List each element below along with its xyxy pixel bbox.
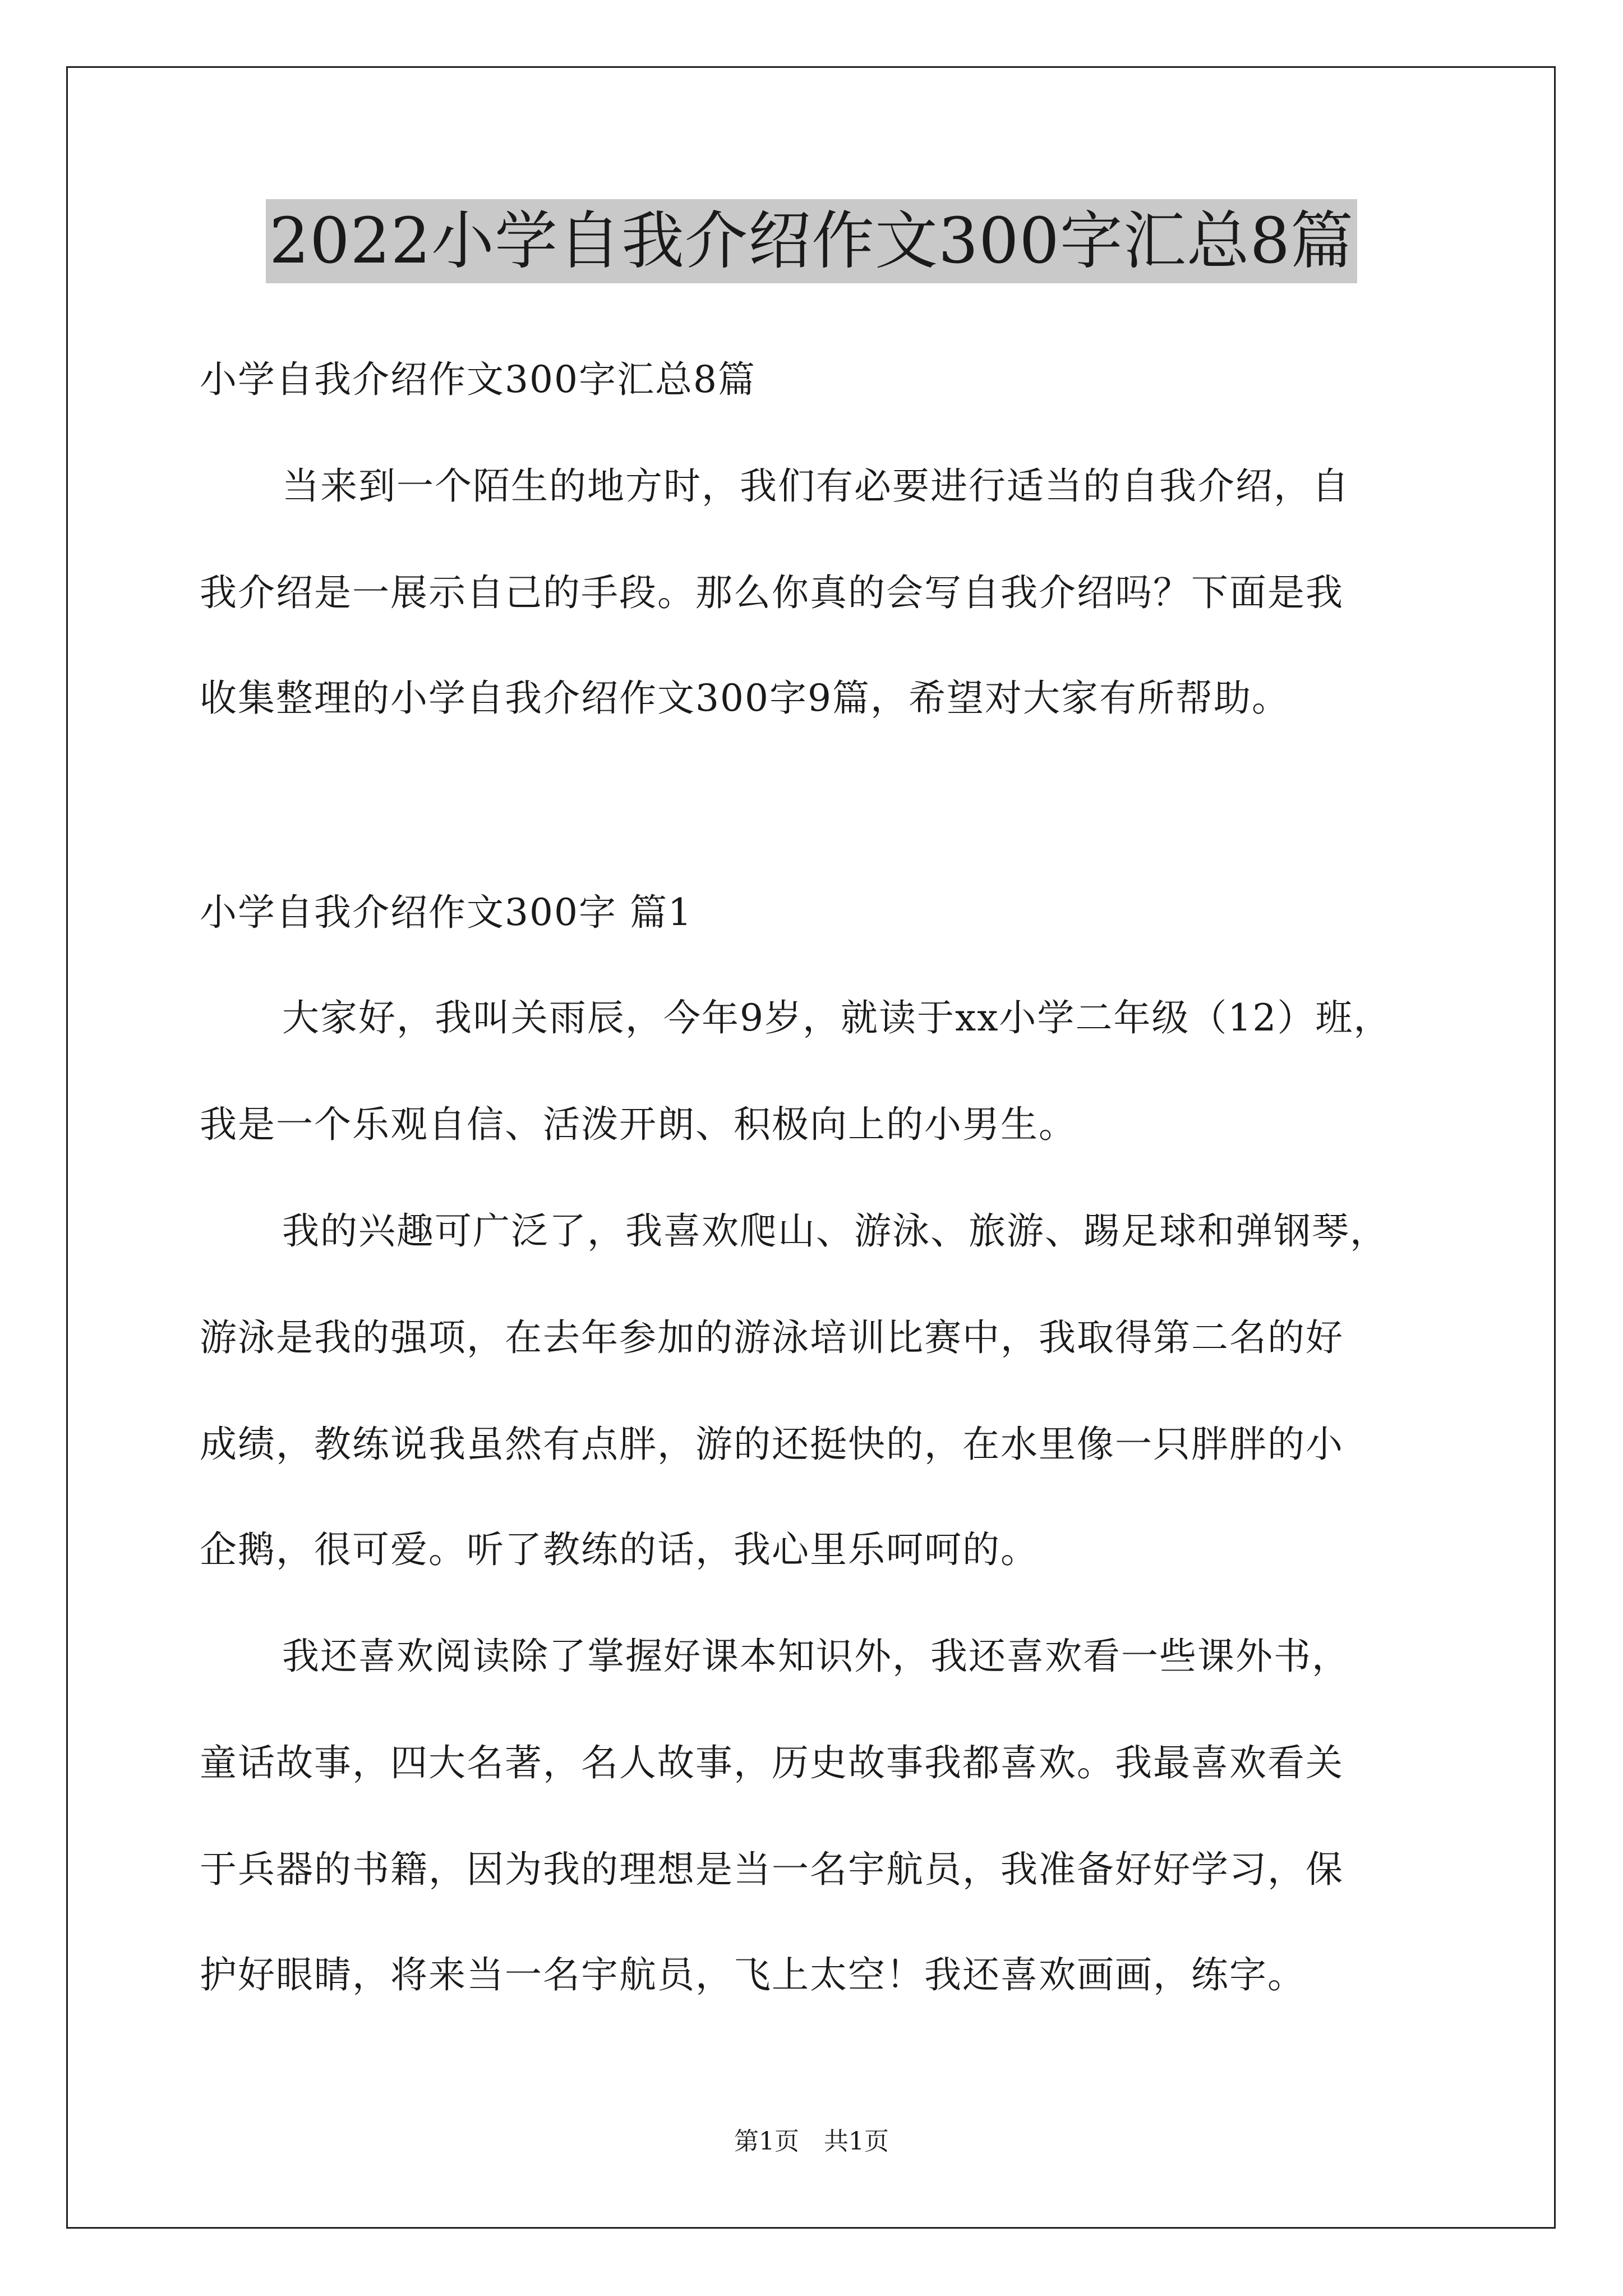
body-line-10: 护好眼睛，将来当一名宇航员，飞上太空！我还喜欢画画，练字。 [200, 1953, 1306, 1996]
page-footer: 第1页 共1页 [734, 2127, 889, 2156]
title-container [0, 199, 1623, 283]
document-title: 2022小学自我介绍作文300字汇总8篇 [266, 199, 1357, 283]
body-line-1: 大家好，我叫关雨辰，今年9岁，就读于xx小学二年级（12）班， [282, 996, 1392, 1039]
section-heading: 小学自我介绍作文300字 篇1 [200, 891, 693, 934]
body-line-9: 于兵器的书籍，因为我的理想是当一名宇航员，我准备好好学习，保 [200, 1848, 1344, 1891]
body-line-4: 游泳是我的强项，在去年参加的游泳培训比赛中，我取得第二名的好 [200, 1316, 1344, 1359]
body-line-6: 企鹅，很可爱。听了教练的话，我心里乐呵呵的。 [200, 1528, 1039, 1571]
intro-line-1: 当来到一个陌生的地方时，我们有必要进行适当的自我介绍，自 [282, 464, 1350, 508]
intro-line-2: 我介绍是一展示自己的手段。那么你真的会写自我介绍吗？下面是我 [200, 571, 1344, 614]
body-line-2: 我是一个乐观自信、活泼开朗、积极向上的小男生。 [200, 1103, 1077, 1146]
intro-line-3: 收集整理的小学自我介绍作文300字9篇，希望对大家有所帮助。 [200, 677, 1290, 720]
body-line-5: 成绩，教练说我虽然有点胖，游的还挺快的，在水里像一只胖胖的小 [200, 1423, 1344, 1466]
document-subtitle: 小学自我介绍作文300字汇总8篇 [200, 358, 756, 401]
body-line-7: 我还喜欢阅读除了掌握好课本知识外，我还喜欢看一些课外书， [282, 1635, 1350, 1678]
body-line-8: 童话故事，四大名著，名人故事，历史故事我都喜欢。我最喜欢看关 [200, 1741, 1344, 1784]
body-line-3: 我的兴趣可广泛了，我喜欢爬山、游泳、旅游、踢足球和弹钢琴， [282, 1209, 1388, 1253]
